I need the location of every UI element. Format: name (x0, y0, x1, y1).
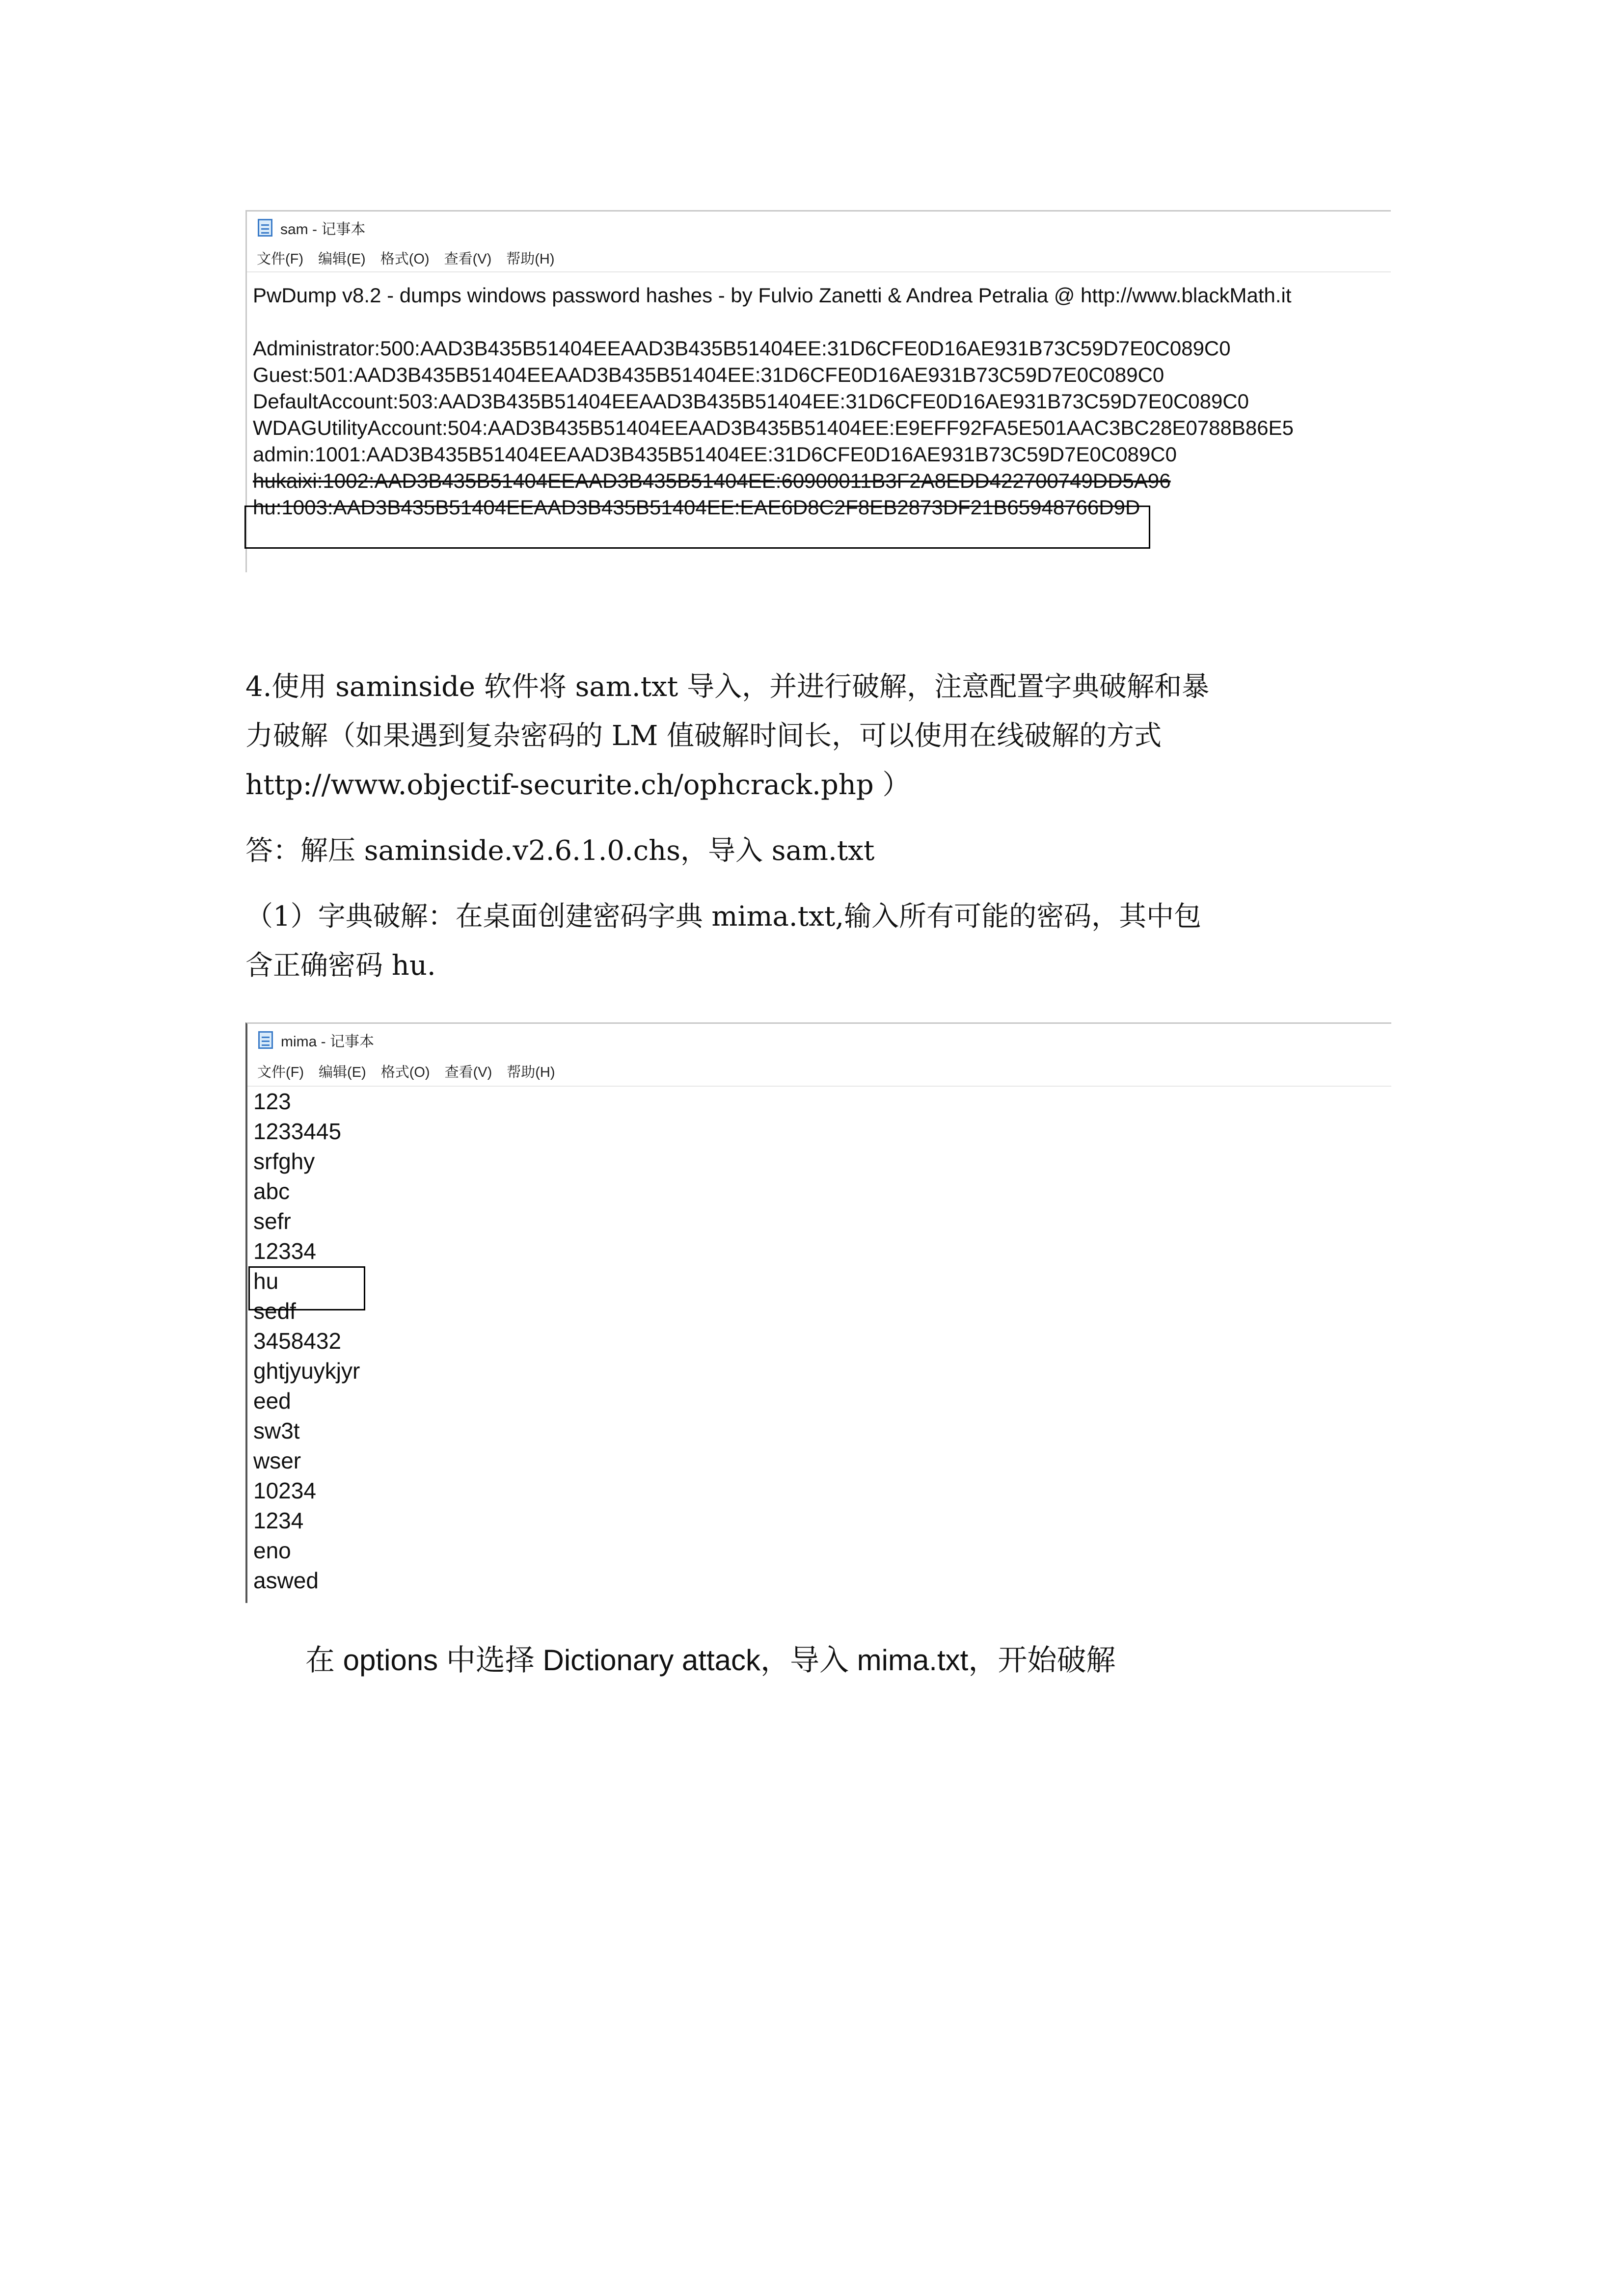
pwdump-header-line: PwDump v8.2 - dumps windows password hashes - by Fulvio Zanetti & Andrea Petralia @ http://www.blackMath.it (253, 284, 1292, 307)
sam-title-bar (247, 212, 1391, 244)
password-entry: 12334 (253, 1238, 316, 1264)
password-entry: aswed (253, 1568, 319, 1593)
password-entry: sefr (253, 1208, 291, 1234)
password-entry: eed (253, 1388, 291, 1414)
password-entry: 3458432 (253, 1328, 342, 1354)
menu-edit[interactable]: 编辑(E) (318, 251, 366, 267)
mima-menu-bar (247, 1056, 1391, 1087)
menu-file[interactable]: 文件(F) (257, 1064, 304, 1080)
password-entry: abc (253, 1178, 290, 1204)
menu-view[interactable]: 查看(V) (444, 251, 492, 267)
answer-line: 答：解压 saminside.v2.6.1.0.chs，导入 sam.txt (245, 835, 875, 867)
notepad-icon (258, 1031, 273, 1049)
password-entry-hu: hu (253, 1268, 279, 1294)
dict-line2: 含正确密码 hu. (245, 950, 436, 982)
mima-notepad-window (245, 1022, 1391, 1603)
step4-instructions (245, 663, 1389, 990)
password-entry: wser (253, 1448, 301, 1473)
hash-line: Guest:501:AAD3B435B51404EEAAD3B435B51404EE:31D6CFE0D16AE931B73C59D7E0C089C0 (253, 363, 1164, 386)
password-entry: 123 (253, 1089, 291, 1114)
step4-line1: 4.使用 saminside 软件将 sam.txt 导入，并进行破解，注意配置字典破解和暴 (245, 671, 1210, 703)
sam-menu-bar (247, 244, 1391, 272)
sam-window-title: sam - 记事本 (280, 221, 366, 238)
step4-line3: http://www.objectif-securite.ch/ophcrack.php ） (245, 769, 910, 801)
hash-line: WDAGUtilityAccount:504:AAD3B435B51404EEAAD3B435B51404EE:E9EFF92FA5E501AAC3BC28E0788B86E5 (253, 416, 1294, 439)
step4-line2: 力破解（如果遇到复杂密码的 LM 值破解时间长，可以使用在线破解的方式 (245, 720, 1162, 752)
final-note: 在 options 中选择 Dictionary attack，导入 mima.txt，开始破解 (305, 1644, 1116, 1677)
menu-edit[interactable]: 编辑(E) (319, 1064, 366, 1080)
hash-line: admin:1001:AAD3B435B51404EEAAD3B435B51404EE:31D6CFE0D16AE931B73C59D7E0C089C0 (253, 443, 1177, 466)
sam-text-area[interactable] (247, 272, 1391, 521)
notepad-icon (258, 219, 272, 237)
password-entry: 1233445 (253, 1119, 342, 1144)
hu-password-highlight-box (248, 1266, 365, 1310)
password-entry: eno (253, 1538, 291, 1563)
menu-help[interactable]: 帮助(H) (507, 1064, 555, 1080)
password-entry: srfghy (253, 1148, 315, 1174)
password-entry: sw3t (253, 1418, 300, 1443)
menu-format[interactable]: 格式(O) (380, 251, 430, 267)
hash-line-hu: hu:1003:AAD3B435B51404EEAAD3B435B51404EE:EAE6D8C2F8EB2873DF21B65948766D9D (253, 496, 1140, 519)
menu-file[interactable]: 文件(F) (257, 251, 304, 267)
hash-line: Administrator:500:AAD3B435B51404EEAAD3B435B51404EE:31D6CFE0D16AE931B73C59D7E0C089C0 (253, 337, 1231, 360)
mima-title-bar (247, 1024, 1391, 1056)
password-entry: 10234 (253, 1478, 316, 1503)
hash-line: hukaixi:1002:AAD3B435B51404EEAAD3B435B51404EE:60900011B3F2A8EDD422700749DD5A96 (253, 469, 1171, 492)
mima-window-title: mima - 记事本 (281, 1034, 374, 1050)
dict-line1: （1）字典破解：在桌面创建密码字典 mima.txt,输入所有可能的密码，其中包 (245, 901, 1202, 933)
hash-line: DefaultAccount:503:AAD3B435B51404EEAAD3B435B51404EE:31D6CFE0D16AE931B73C59D7E0C089C0 (253, 390, 1249, 413)
password-entry: 1234 (253, 1508, 304, 1533)
menu-help[interactable]: 帮助(H) (506, 251, 555, 267)
mima-text-area[interactable] (247, 1087, 1391, 1596)
menu-format[interactable]: 格式(O) (380, 1064, 430, 1080)
menu-view[interactable]: 查看(V) (444, 1064, 492, 1080)
hu-hash-highlight-box (244, 506, 1150, 549)
password-entry: ghtjyuykjyr (253, 1358, 360, 1384)
password-entry: sedf (253, 1298, 296, 1324)
